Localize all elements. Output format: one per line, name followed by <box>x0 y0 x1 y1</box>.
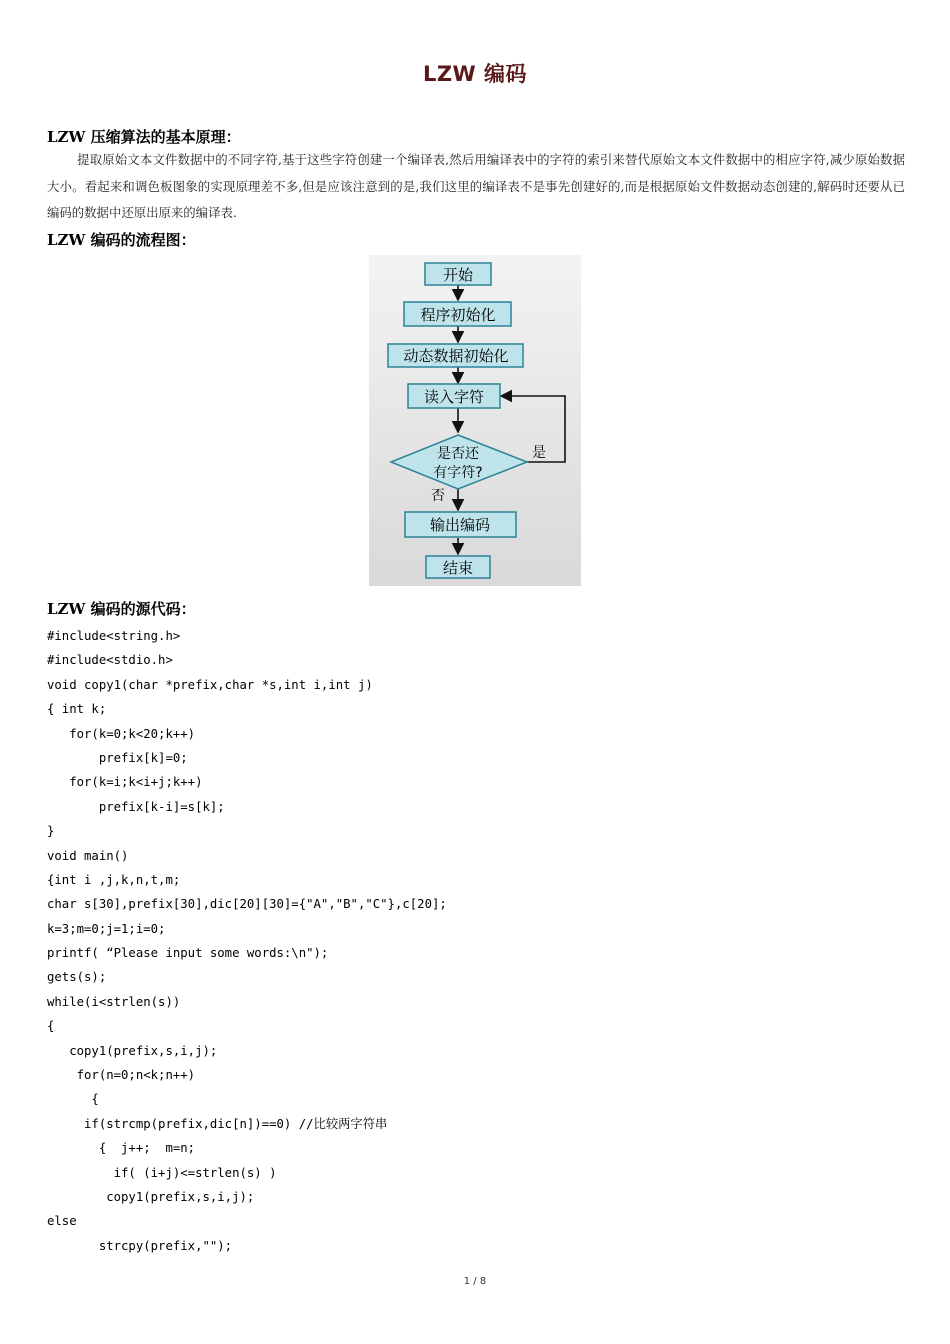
principle-paragraph <box>47 147 905 227</box>
code-line: #include<string.h> <box>47 629 181 643</box>
code-line: while(i<strlen(s)) <box>47 994 181 1009</box>
no-label: 否 <box>431 488 445 504</box>
code-line: prefix[k-i]=s[k]; <box>47 799 225 814</box>
code-line: gets(s); <box>47 970 107 985</box>
program-init-label: 程序初始化 <box>420 306 496 324</box>
code-line: #include<stdio.h> <box>47 653 173 668</box>
code-line: strcpy(prefix,""); <box>47 1238 233 1253</box>
code-line: { int k; <box>47 702 107 717</box>
code-line: { <box>47 1019 55 1034</box>
section-heading-source-code: LZW 编码的源代码： <box>47 600 196 618</box>
code-line: printf( “Please input some words:\n"); <box>47 946 329 961</box>
document-title: LZW 编码 <box>422 62 528 86</box>
code-line: k=3;m=0;j=1;i=0; <box>47 921 166 936</box>
code-line: } <box>47 824 55 839</box>
output-code-label: 输出编码 <box>429 516 491 534</box>
code-line: for(n=0;n<k;n++) <box>47 1068 196 1083</box>
start-label: 开始 <box>442 266 474 284</box>
code-line: void copy1(char *prefix,char *s,int i,int j) <box>47 677 373 692</box>
flowchart-svg <box>369 255 581 586</box>
code-line: if(strcmp(prefix,dic[n])==0) //比较两字符串 <box>47 1116 388 1131</box>
code-line: { j++; m=n; <box>47 1141 196 1156</box>
code-line: for(k=0;k<20;k++) <box>47 726 196 741</box>
principle-text: 提取原始文本文件数据中的不同字符,基于这些字符创建一个编译表,然后用编译表中的字符的索引来替代原始文本文件数据中的相应字符,减少原始数据大小。看起来和调色板图象的实现原理差不多,但是应该注意到的是,我们这里的编译表不是事先创建好的,而是根据原始文件数据动态创建的,解码时还要从已编码的数据中还原出原来的编译表. <box>47 152 905 220</box>
code-line: {int i ,j,k,n,t,m; <box>47 872 181 887</box>
code-line: { <box>47 1092 99 1107</box>
dynamic-init-label: 动态数据初始化 <box>403 347 509 365</box>
read-char-label: 读入字符 <box>423 388 485 406</box>
decision-line2: 有字符? <box>433 465 483 481</box>
section-heading-principle: LZW 压缩算法的基本原理： <box>47 128 241 146</box>
code-line: copy1(prefix,s,i,j); <box>47 1189 255 1204</box>
code-line: for(k=i;k<i+j;k++) <box>47 775 203 790</box>
code-line: if( (i+j)<=strlen(s) ) <box>47 1165 277 1180</box>
page-number: 1 / 8 <box>463 1276 487 1287</box>
source-code-block <box>47 624 907 1258</box>
code-line: void main() <box>47 848 129 863</box>
section-heading-flowchart: LZW 编码的流程图： <box>47 231 196 249</box>
code-line: prefix[k]=0; <box>47 750 188 765</box>
code-line: else <box>47 1214 77 1229</box>
decision-line1: 是否还 <box>437 446 479 462</box>
end-label: 结束 <box>442 559 474 577</box>
flowchart <box>369 255 581 586</box>
code-line: copy1(prefix,s,i,j); <box>47 1043 218 1058</box>
code-line: char s[30],prefix[30],dic[20][30]={"A","B","C"},c[20]; <box>47 897 447 912</box>
yes-label: 是 <box>532 445 546 461</box>
